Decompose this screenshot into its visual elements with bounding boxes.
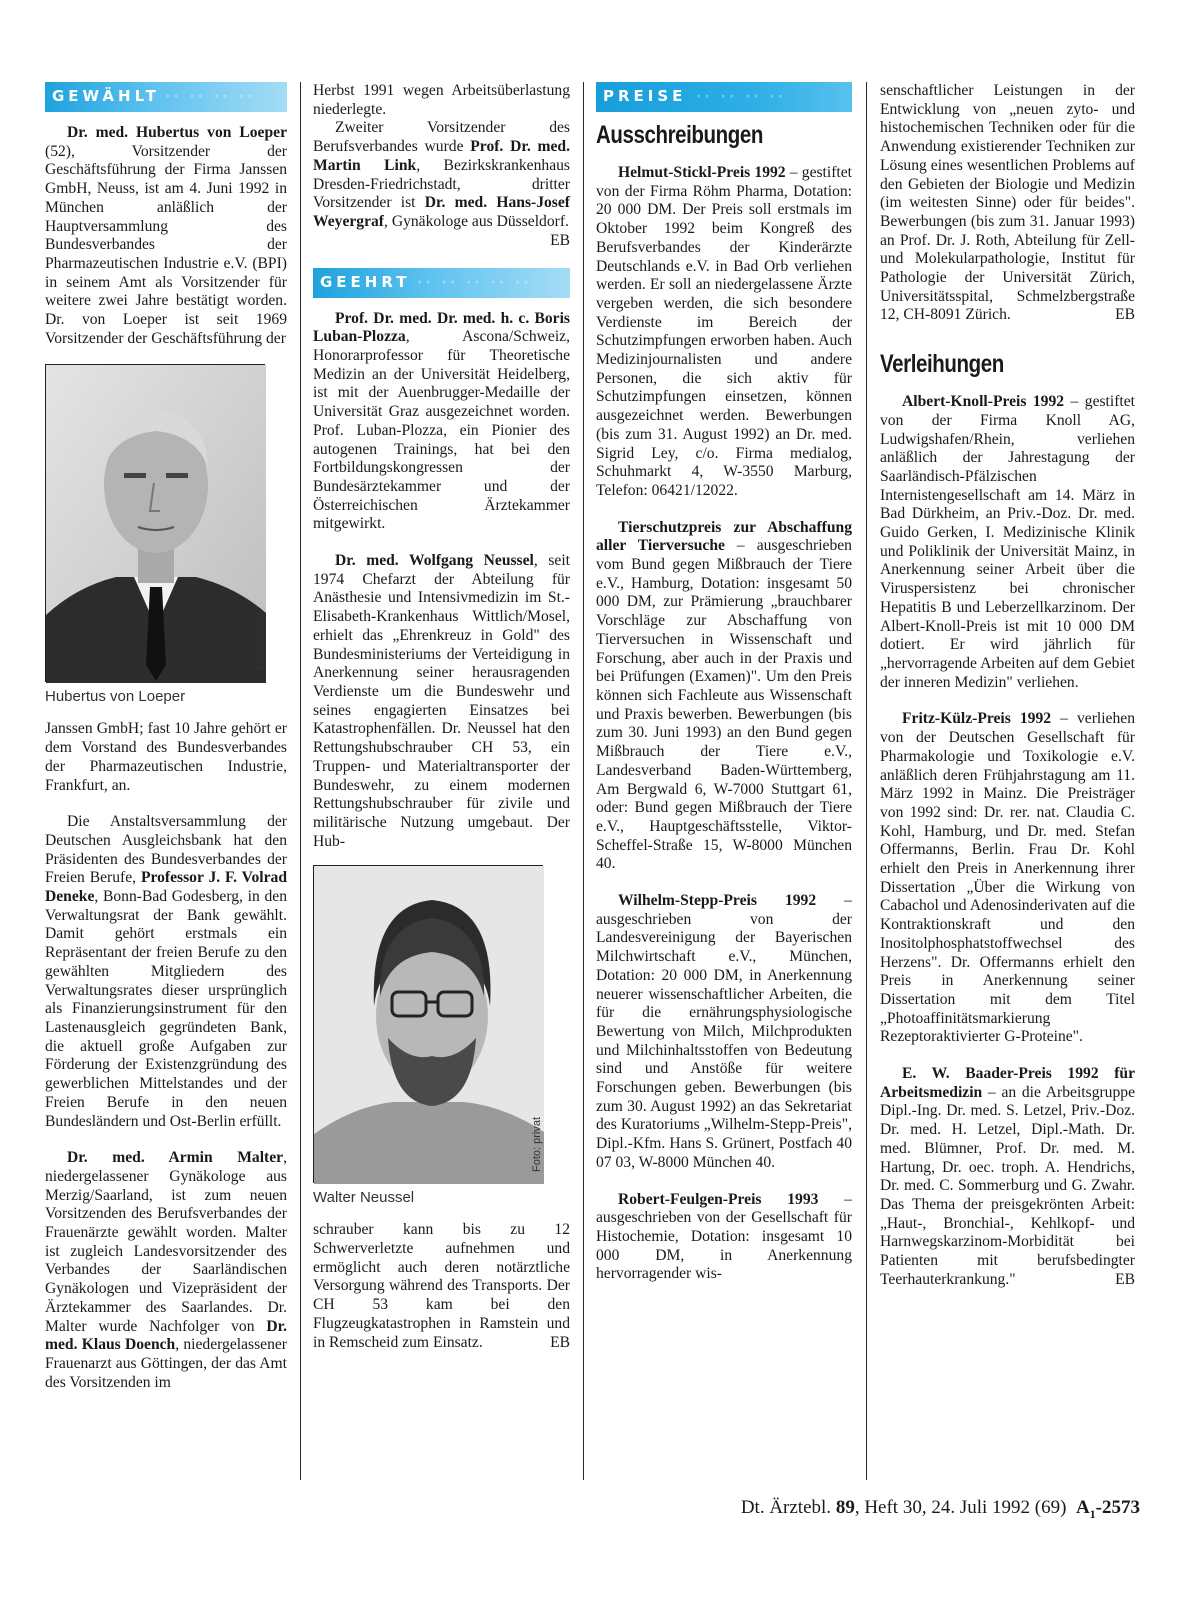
prize-kuelz bbox=[880, 710, 1135, 1047]
page-prefix: A bbox=[1075, 1497, 1090, 1518]
person-name: Dr. med. Hans-Josef Weyergraf bbox=[313, 194, 570, 230]
section-label: GEEHRT bbox=[320, 272, 411, 291]
page-num: -2573 bbox=[1095, 1497, 1140, 1518]
prize-name: Wilhelm-Stepp-Preis 1992 bbox=[618, 892, 817, 910]
article-text: – ausgeschrieben vom Bund gegen Mißbrauch der Tiere e.V., Hamburg, Dotation: insgesamt 50 000 DM, zur Prämierung „brauchbarer Vorschläge zur Abschaffung von Tierversuchen in Wissenschaft und Forschung, aber auch in der Praxis und bei Prüfungen (Examen)". Um den Preis können sich Fachleute aus Wissenschaft und Praxis bewerben. Bewerbungen (bis zum 30. Juni 1993) an den Bund gegen Mißbrauch der Tiere e.V., Landesverband Baden-Württemberg, Am Bergwald 6, W-7000 Stuttgart 61, oder: Bund gegen Mißbrauch der Tiere e.V., Hauptgeschäftsstelle, Viktor-Scheffel-Straße 15, W-8000 München 40. bbox=[596, 537, 852, 873]
article-malter bbox=[45, 1149, 287, 1392]
person-name: Prof. Dr. med. Dr. med. h. c. Boris Luban-Plozza bbox=[313, 309, 570, 346]
photo-caption: Walter Neussel bbox=[313, 1189, 415, 1207]
article-text: senschaftlicher Leistungen in der Entwicklung von „neuen zyto- und histochemischen Techniken oder für die Anwendung existierender Techniken zur Lösung eines wesentlichen Problems auf den Gebieten der Biologie und Medizin (im weitesten Sinne) oder für beides". Bewerbungen (bis zum 31. Januar 1993) an Prof. Dr. J. Roth, Abteilung für Zell- und Molekularpathologie, Institut für Pathologie der Universität Zürich, Universitätsspital, Schmelzbergstraße 12, CH-8091 Zürich. bbox=[880, 82, 1135, 324]
prize-stickl bbox=[596, 164, 852, 501]
column-rule bbox=[583, 82, 584, 1480]
article-text: Janssen GmbH; fast 10 Jahre gehört er dem Vorstand des Bundesverbandes der Pharmazeutischen Industrie, Frankfurt, an. bbox=[45, 720, 287, 794]
portrait-image bbox=[46, 365, 266, 683]
article-loeper bbox=[45, 124, 287, 348]
author-mark: EB bbox=[1115, 306, 1135, 324]
article-text: , Bezirkskrankenhaus Dresden-Friedrichstadt, dritter Vorsitzender ist bbox=[313, 156, 570, 212]
prize-tierschutz bbox=[596, 519, 852, 874]
person-name: Dr. med. Armin Malter bbox=[67, 1149, 284, 1167]
page-subscript: 1 bbox=[1089, 1506, 1096, 1521]
person-name: Dr. med. Hubertus von Loeper bbox=[67, 124, 287, 141]
article-deneke bbox=[45, 813, 287, 1131]
portrait-image bbox=[314, 866, 544, 1184]
article-luban-plozza bbox=[313, 310, 570, 534]
photo-neussel bbox=[313, 865, 543, 1183]
author-mark: EB bbox=[550, 1333, 570, 1351]
prize-stepp bbox=[596, 892, 852, 1173]
article-text bbox=[880, 82, 1135, 325]
section-label: GEWÄHLT bbox=[52, 87, 160, 105]
photo-caption: Hubertus von Loeper bbox=[45, 688, 186, 706]
person-name: Prof. Dr. med. Martin Link bbox=[313, 138, 570, 174]
article-text: Herbst 1991 wegen Arbeitsüberlastung niederlegte. bbox=[313, 82, 570, 118]
article-text: , seit 1974 Chefarzt der Abteilung für Anästhesie und Intensivmedizin im St.-Elisabeth-Krankenhaus Wittlich/Mosel, erhielt das „Ehrenkreuz in Gold" des Bundesministeriums der Verteidigung in Anerkennung seiner herausragenden Verdienste um die Bundeswehr und seines engagierten Einsatzes bei Katastrophenfällen. Dr. Neussel hat den Rettungshubschrauber CH 53, ein Truppen- und Materialtransporter der Bundeswehr, zu einem modernen Rettungshubschrauber für zivile und militärische Nutzung umgebaut. Der Hub- bbox=[313, 552, 570, 850]
article-text: , Ascona/Schweiz, Honorarprofessor für Theoretische Medizin an der Universität Heidelberg, ist mit der Auenbrugger-Medaille der Universität Graz ausgezeichnet worden. Prof. Luban-Plozza, ein Pionier des autogenen Trainings, hat bei den Fortbildungskongressen der Bundesärztekammer und der Österreichischen Ärztekammer mitgewirkt. bbox=[313, 328, 570, 533]
prize-feulgen bbox=[596, 1191, 852, 1285]
article-text: – gestiftet von der Firma Röhm Pharma, Dotation: 20 000 DM. Der Preis soll erstmals im Oktober 1992 beim Kongreß des Berufsverbandes der Kinderärzte Deutschlands e.V. in Bad Orb verliehen werden. Er soll an niedergelassene Ärzte vergeben werden, die sich besondere Verdienste im Bereich der Schutzimpfungen erworben haben. Auch Medizinjournalisten und andere Personen, die sich aktiv für Schutzimpfungen einsetzen, können ausgezeichnet werden. Bewerbungen (bis zum 31. August 1992) an Dr. med. Sigrid Ley, c/o. Firma medialog, Schuhmarkt 4, W-3550 Marburg, Telefon: 06421/12022. bbox=[596, 164, 852, 499]
article-neussel bbox=[313, 552, 570, 851]
article-text: – gestiftet von der Firma Knoll AG, Ludwigshafen/Rhein, verliehen anläßlich der Jahrestagung der Saarländisch-Pfälzischen Internistengesellschaft am 14. März in Bad Dürkheim, an Priv.-Doz. Dr. med. Guido Gerken, I. Medizinische Klinik und Poliklinik der Universität Mainz, in Anerkennung seiner Arbeit über die Viruspersistenz bei chronischer Hepatitis B und Leberzellkarzinom. Der Albert-Knoll-Preis ist mit 10 000 DM dotiert. Er wird jährlich für „hervorragende Arbeiten auf dem Gebiet der inneren Medizin" verliehen. bbox=[880, 393, 1135, 691]
column-4 bbox=[880, 82, 1135, 1289]
person-name: Professor J. F. Volrad Deneke bbox=[45, 869, 287, 906]
article-text: – verliehen von der Deutschen Gesellschaft für Pharmakologie und Toxikologie e.V. anläßlich deren Frühjahrstagung am 11. März 1992 in Mainz. Die Preisträger von 1992 sind: Dr. rer. nat. Claudia C. Kohl, Hamburg, und Dr. med. Stefan Offermanns, Berlin. Frau Dr. Kohl erhielt den Preis in Anerkennung ihrer Dissertation „Über die Wirkung von Cabachol und Adenosinderivaten auf die Kontraktionskraft und den Inositolphosphatstoffwechsel des Herzens". Dr. Offermanns erhielt den Preis in Anerkennung seiner Dissertation mit dem Titel „Photoaffinitätsmarkierung Rezeptoraktivierter G-Proteine". bbox=[880, 710, 1135, 1046]
column-1 bbox=[45, 82, 287, 1392]
person-name: Dr. med. Klaus Doench bbox=[45, 1317, 287, 1354]
photo-credit: Foto: privat bbox=[531, 1117, 543, 1173]
article-text: , niedergelassener Gynäkologe aus Merzig/Saarland, ist zum neuen Vorsitzenden des Berufsverbandes der Frauenärzte gewählt worden. Malter ist zugleich Landesvorsitzender des Verbandes der Saarländischen Gynäkologen und Vizepräsident der Ärztekammer des Saarlandes. Dr. Malter wurde Nachfolger von bbox=[45, 1149, 287, 1335]
volume-number: 89 bbox=[835, 1497, 855, 1518]
prize-name: Robert-Feulgen-Preis 1993 bbox=[618, 1190, 819, 1208]
section-banner-gewaehlt bbox=[45, 82, 287, 112]
section-headline: Ausschreibungen bbox=[596, 121, 763, 149]
article-text: , niedergelassener Frauenarzt aus Göttingen, der das Amt des Vorsitzenden im bbox=[45, 1336, 288, 1391]
section-banner-preise bbox=[596, 82, 852, 112]
page-footer bbox=[620, 1496, 1140, 1526]
article-text: Die Anstaltsversammlung der Deutschen Ausgleichsbank hat den Präsidenten des Bundesverbandes der Freien Berufe, bbox=[45, 813, 287, 887]
article-text: , Bonn-Bad Godesberg, in den Verwaltungsrat der Bank gewählt. Damit gehört erstmals ein Repräsentant der freien Berufe zu den gewählten Mitgliedern des Verwaltungsrates dieser ursprünglich als Finanzierungsinstrument für den Lastenausgleich gegründeten Bank, die aktuell große Aufgaben zur Förderung der Existenzgründung des gewerblichen Mittelstandes und der Freien Berufe in den neuen Bundesländern und Ost-Berlin erfüllt. bbox=[45, 888, 287, 1130]
column-rule bbox=[300, 82, 301, 1480]
article-text: – ausgeschrieben von der Gesellschaft für Histochemie, Dotation: insgesamt 10 000 DM, in Anerkennung hervorragender wis- bbox=[596, 1190, 852, 1283]
article-text bbox=[313, 1221, 570, 1352]
article-text: – an die Arbeitsgruppe Dipl.-Ing. Dr. med. S. Letzel, Priv.-Doz. Dr. med. H. Letzel, Dipl.-Math. Dr. med. Blümner, Prof. Dr. med. M. Hartung, Dr. oec. troph. A. Hendrichs, Dr. med. C. Sommerburg und G. Zwahr. Das Thema der preisgekrönten Arbeit: „Haut-, Bronchial-, Kehlkopf- und Harnwegskarzinom-Morbidität bei Patienten mit berufsbedingter Teerhauterkrankung." bbox=[880, 1083, 1135, 1288]
person-name: Dr. med. Wolfgang Neussel bbox=[335, 552, 534, 570]
banner-pattern: ·· ·· ·· ·· bbox=[696, 89, 787, 105]
section-headline: Verleihungen bbox=[880, 350, 1004, 379]
prize-name: Tierschutzpreis zur Abschaffung aller Tierversuche bbox=[596, 518, 852, 555]
column-3 bbox=[596, 82, 852, 1284]
author-mark: EB bbox=[1115, 1270, 1135, 1288]
article-text: – ausgeschrieben von der Landesvereinigung der Bayerischen Milchwirtschaft e.V., München, Dotation: 20 000 DM, in Anerkennung neuerer wissenschaftlicher Arbeiten, die für die ernährungsphysiologische Bewertung von Milch, Milchprodukten und Milchinhaltsstoffen von Bedeutung sind und Anstöße für weitere Forschungen geben. Bewerbungen (bis zum 30. August 1992) an das Sekretariat des Kuratoriums „Wilhelm-Stepp-Preis", Dipl.-Kfm. Hans S. Grünert, Postfach 40 07 03, W-8000 München 40. bbox=[596, 892, 852, 1171]
banner-pattern: ·· ·· ·· ·· bbox=[165, 89, 256, 105]
column-2 bbox=[313, 82, 570, 1352]
column-rule bbox=[866, 82, 867, 1480]
section-label: PREISE bbox=[603, 87, 687, 105]
article-text: (52), Vorsitzender der Geschäftsführung der Firma Janssen GmbH, Neuss, ist am 4. Juni 1992 in München anläßlich der Hauptversammlung des Bundesverbandes der Pharmazeutischen Industrie e.V. (BPI) in seinem Amt als Vorsitzender für weitere zwei Jahre bestätigt worden. Dr. von Loeper ist seit 1969 Vorsitzender der Geschäftsführung der bbox=[45, 142, 287, 347]
prize-baader bbox=[880, 1065, 1135, 1289]
banner-pattern: ·· ·· ·· ·· ·· bbox=[417, 274, 532, 291]
page-number bbox=[1075, 1497, 1140, 1521]
article-text: Zweiter Vorsitzender des Berufsverbandes wurde bbox=[313, 119, 570, 156]
article-text: schrauber kann bis zu 12 Schwerverletzte aufnehmen und ermöglicht auch deren notärztliche Versorgung während des Transports. Der CH 53 kam bei den Flugzeugkatastrophen in Ramstein und in Remscheid zum Einsatz. bbox=[313, 1221, 570, 1351]
article-text: , Gynäkologe aus Düsseldorf. bbox=[384, 212, 569, 230]
prize-name: E. W. Baader-Preis 1992 für Arbeitsmedizin bbox=[880, 1065, 1135, 1101]
article-link bbox=[313, 119, 570, 249]
prize-name: Albert-Knoll-Preis 1992 bbox=[902, 393, 1065, 411]
prize-name: Fritz-Külz-Preis 1992 bbox=[902, 710, 1052, 728]
prize-name: Helmut-Stickl-Preis 1992 bbox=[618, 164, 786, 181]
photo-credit: Foto: Archiv bbox=[255, 613, 267, 672]
issue-info: , Heft 30, 24. Juli 1992 (69) bbox=[854, 1497, 1067, 1518]
prize-knoll bbox=[880, 393, 1135, 692]
photo-loeper bbox=[45, 364, 265, 682]
section-banner-geehrt bbox=[313, 268, 570, 298]
journal-name: Dt. Ärztebl. bbox=[740, 1497, 836, 1518]
author-mark: EB bbox=[550, 231, 570, 249]
